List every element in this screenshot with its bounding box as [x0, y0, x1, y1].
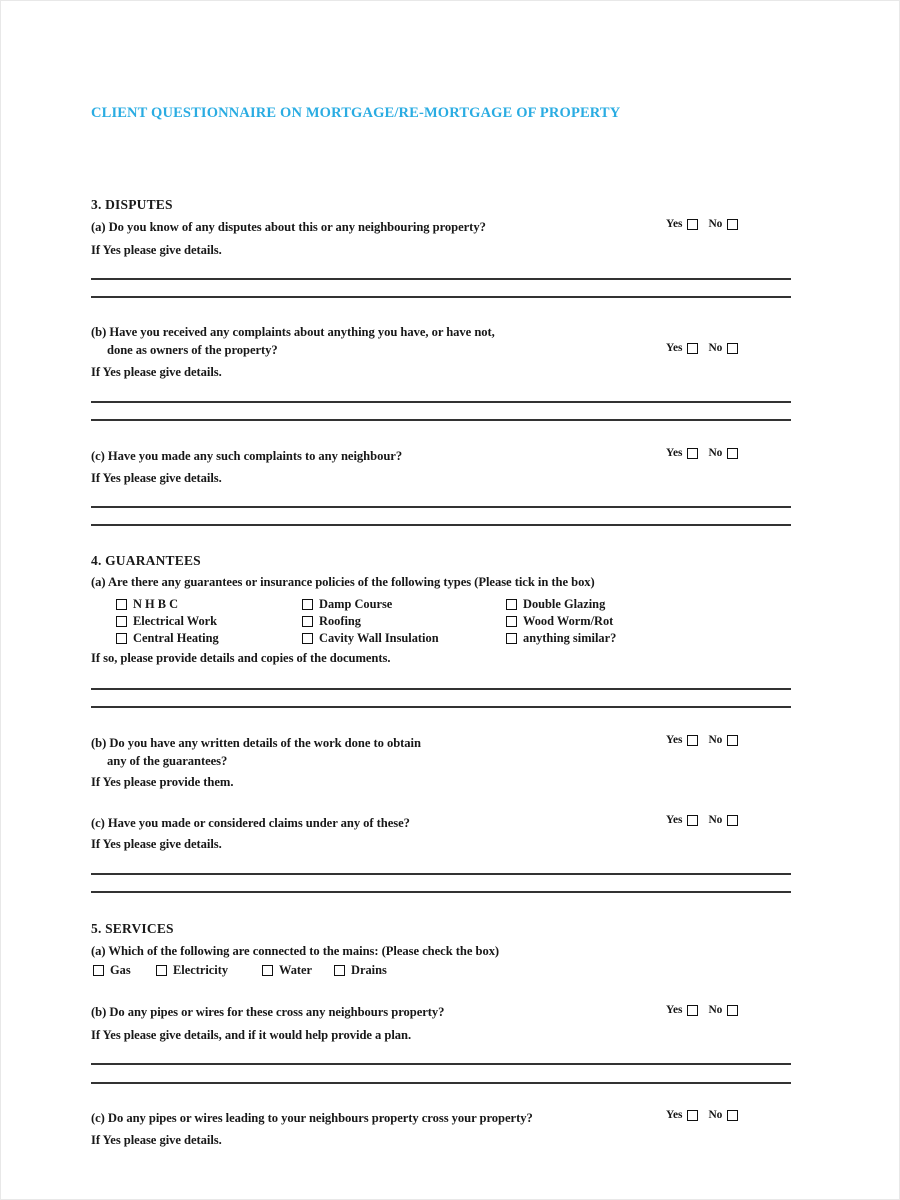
section-heading-guarantees: 4. GUARANTEES: [91, 553, 201, 568]
tick-label-damp-course: Damp Course: [319, 597, 393, 611]
question-4a-text: (a) Are there any guarantees or insurance policies of the following types (Please tick in the box): [91, 575, 595, 589]
no-label-3a: No: [708, 218, 723, 230]
no-label-3b: No: [708, 342, 723, 354]
no-checkbox-4c[interactable]: [727, 815, 738, 826]
answer-group-3c: [666, 448, 738, 459]
yes-label-5c: Yes: [666, 1109, 683, 1121]
no-label-5b: No: [708, 1004, 723, 1016]
question-3b-line1: (b) Have you received any complaints about anything you have, or have not,: [91, 325, 495, 339]
tick-label-central-heating: Central Heating: [133, 631, 219, 645]
followup-4c-text: If Yes please give details.: [91, 837, 222, 851]
no-label-3c: No: [708, 447, 723, 459]
tick-label-cavity-wall-insulation: Cavity Wall Insulation: [319, 631, 439, 645]
tick-option-damp-course[interactable]: [302, 597, 392, 612]
yes-checkbox-3c[interactable]: [687, 448, 698, 459]
followup-3a-text: If Yes please give details.: [91, 243, 222, 257]
no-label-4b: No: [708, 734, 723, 746]
yes-label-3a: Yes: [666, 218, 683, 230]
checkbox-damp-course[interactable]: [302, 599, 313, 610]
tick-label-anything-similar: anything similar?: [523, 631, 617, 645]
checkbox-drains[interactable]: [334, 965, 345, 976]
no-label-4c: No: [708, 814, 723, 826]
question-4c-text: (c) Have you made or considered claims under any of these?: [91, 816, 410, 830]
tick-option-electrical-work[interactable]: [116, 614, 217, 629]
no-label-5c: No: [708, 1109, 723, 1121]
tick-option-electricity[interactable]: [156, 963, 228, 978]
checkbox-cavity-wall-insulation[interactable]: [302, 633, 313, 644]
yes-label-3b: Yes: [666, 342, 683, 354]
tick-option-drains[interactable]: [334, 963, 387, 978]
question-5b-text: (b) Do any pipes or wires for these cross any neighbours property?: [91, 1005, 445, 1019]
checkbox-anything-similar[interactable]: [506, 633, 517, 644]
page-sheet: [1, 1, 900, 1200]
yes-checkbox-3a[interactable]: [687, 219, 698, 230]
followup-3b-text: If Yes please give details.: [91, 365, 222, 379]
checkbox-gas[interactable]: [93, 965, 104, 976]
tick-label-double-glazing: Double Glazing: [523, 597, 606, 611]
followup-4a-text: If so, please provide details and copies of the documents.: [91, 651, 391, 665]
yes-label-5b: Yes: [666, 1004, 683, 1016]
question-3c-text: (c) Have you made any such complaints to any neighbour?: [91, 449, 403, 463]
tick-label-wood-worm-rot: Wood Worm/Rot: [523, 614, 614, 628]
answer-rule-4a-2[interactable]: [91, 706, 791, 708]
tick-label-roofing: Roofing: [319, 614, 361, 628]
question-4b-line2: any of the guarantees?: [107, 754, 228, 768]
answer-group-3a: [666, 219, 738, 230]
no-checkbox-3a[interactable]: [727, 219, 738, 230]
question-3a-text: (a) Do you know of any disputes about this or any neighbouring property?: [91, 220, 486, 234]
checkbox-roofing[interactable]: [302, 616, 313, 627]
answer-group-5c: [666, 1110, 738, 1121]
tick-option-anything-similar[interactable]: [506, 631, 616, 646]
section-heading-disputes: 3. DISPUTES: [91, 197, 173, 212]
answer-rule-4a-1[interactable]: [91, 688, 791, 690]
answer-rule-4c-1[interactable]: [91, 873, 791, 875]
checkbox-electricity[interactable]: [156, 965, 167, 976]
tick-label-electricity: Electricity: [173, 963, 229, 977]
yes-label-3c: Yes: [666, 447, 683, 459]
answer-rule-4c-2[interactable]: [91, 891, 791, 893]
question-4b-line1: (b) Do you have any written details of the work done to obtain: [91, 736, 421, 750]
no-checkbox-5c[interactable]: [727, 1110, 738, 1121]
answer-rule-3a-2[interactable]: [91, 296, 791, 298]
followup-4b-text: If Yes please provide them.: [91, 775, 234, 789]
answer-rule-5b-2[interactable]: [91, 1082, 791, 1084]
checkbox-wood-worm-rot[interactable]: [506, 616, 517, 627]
tick-option-wood-worm-rot[interactable]: [506, 614, 613, 629]
yes-checkbox-4c[interactable]: [687, 815, 698, 826]
followup-3c-text: If Yes please give details.: [91, 471, 222, 485]
tick-option-central-heating[interactable]: [116, 631, 219, 646]
answer-rule-3b-1[interactable]: [91, 401, 791, 403]
page-title: CLIENT QUESTIONNAIRE ON MORTGAGE/RE-MORTGAGE OF PROPERTY: [91, 105, 621, 121]
tick-label-electrical-work: Electrical Work: [133, 614, 218, 628]
checkbox-water[interactable]: [262, 965, 273, 976]
no-checkbox-3c[interactable]: [727, 448, 738, 459]
checkbox-double-glazing[interactable]: [506, 599, 517, 610]
tick-label-nhbc: N H B C: [133, 597, 179, 611]
yes-label-4b: Yes: [666, 734, 683, 746]
checkbox-central-heating[interactable]: [116, 633, 127, 644]
tick-label-gas: Gas: [110, 963, 131, 977]
answer-group-3b: [666, 343, 738, 354]
answer-rule-3b-2[interactable]: [91, 419, 791, 421]
checkbox-nhbc[interactable]: [116, 599, 127, 610]
tick-option-double-glazing[interactable]: [506, 597, 605, 612]
tick-option-cavity-wall-insulation[interactable]: [302, 631, 439, 646]
section-heading-services: 5. SERVICES: [91, 921, 174, 936]
yes-label-4c: Yes: [666, 814, 683, 826]
checkbox-electrical-work[interactable]: [116, 616, 127, 627]
answer-group-5b: [666, 1005, 738, 1016]
tick-option-water[interactable]: [262, 963, 312, 978]
answer-rule-3c-2[interactable]: [91, 524, 791, 526]
no-checkbox-4b[interactable]: [727, 735, 738, 746]
answer-group-4c: [666, 815, 738, 826]
tick-label-drains: Drains: [351, 963, 387, 977]
question-5c-text: (c) Do any pipes or wires leading to your neighbours property cross your property?: [91, 1111, 533, 1125]
followup-5b-text: If Yes please give details, and if it would help provide a plan.: [91, 1028, 412, 1042]
no-checkbox-5b[interactable]: [727, 1005, 738, 1016]
yes-checkbox-5c[interactable]: [687, 1110, 698, 1121]
yes-checkbox-4b[interactable]: [687, 735, 698, 746]
answer-rule-3c-1[interactable]: [91, 506, 791, 508]
no-checkbox-3b[interactable]: [727, 343, 738, 354]
tick-option-gas[interactable]: [93, 963, 131, 978]
question-5a-text: (a) Which of the following are connected to the mains: (Please check the box): [91, 944, 500, 958]
answer-rule-5b-1[interactable]: [91, 1063, 791, 1065]
followup-5c-text: If Yes please give details.: [91, 1133, 222, 1147]
tick-option-nhbc[interactable]: [116, 597, 178, 612]
tick-option-roofing[interactable]: [302, 614, 361, 629]
answer-group-4b: [666, 735, 738, 746]
answer-rule-3a-1[interactable]: [91, 278, 791, 280]
question-3b-line2: done as owners of the property?: [107, 343, 278, 357]
yes-checkbox-5b[interactable]: [687, 1005, 698, 1016]
tick-label-water: Water: [279, 963, 313, 977]
yes-checkbox-3b[interactable]: [687, 343, 698, 354]
